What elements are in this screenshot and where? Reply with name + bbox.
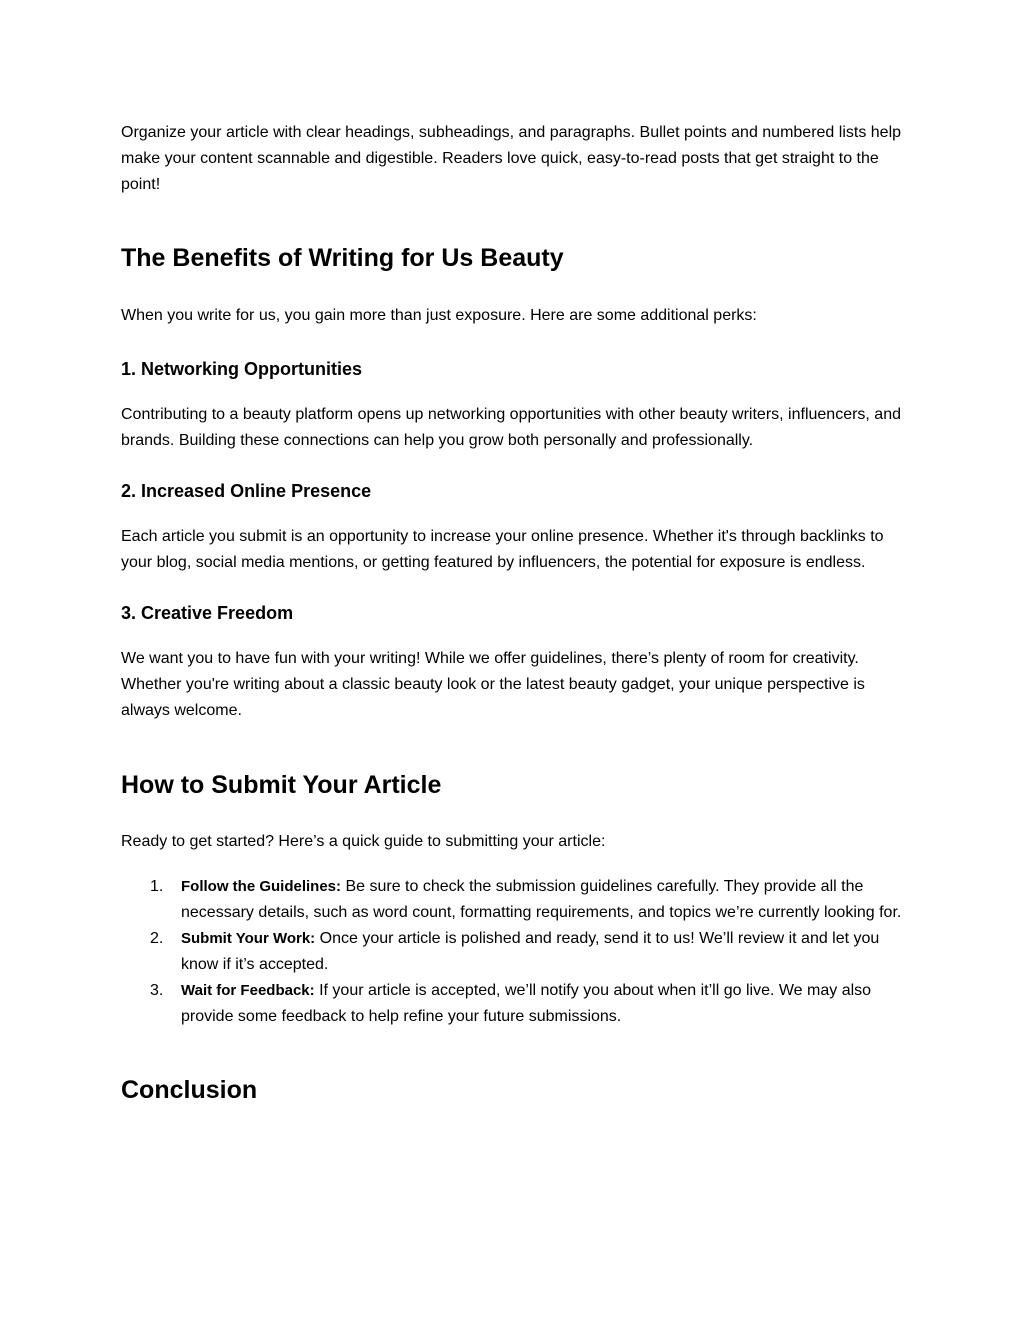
intro-paragraph: Organize your article with clear headings, subheadings, and paragraphs. Bullet points and numbered lists help make your content scannable and digestible. Readers love quick, easy-to-read posts that get straight to the point! — [121, 124, 902, 193]
online-presence-heading: 2. Increased Online Presence — [121, 481, 372, 501]
list-item — [121, 978, 911, 1030]
networking-heading: 1. Networking Opportunities — [121, 359, 363, 379]
online-presence-paragraph: Each article you submit is an opportunity to increase your online presence. Whether it's through backlinks to your blog, social media mentions, or getting featured by influencers, the potential for exposure is endless. — [121, 528, 884, 571]
step-text: If your article is accepted, we’ll notify you about when it’ll go live. We may also provide some feedback to help refine your future submissions. — [181, 982, 872, 1025]
step-lead: Follow the Guidelines: — [181, 878, 342, 895]
step-lead: Wait for Feedback: — [181, 982, 315, 999]
benefits-lead-paragraph: When you write for us, you gain more than just exposure. Here are some additional perks: — [121, 307, 757, 324]
submit-heading: How to Submit Your Article — [121, 771, 442, 799]
networking-paragraph: Contributing to a beauty platform opens up networking opportunities with other beauty writers, influencers, and brands. Building these connections can help you grow both personally and professionally. — [121, 406, 901, 449]
list-item — [121, 874, 911, 926]
list-item — [121, 926, 911, 978]
step-text: Be sure to check the submission guidelines carefully. They provide all the necessary details, such as word count, formatting requirements, and topics we’re currently looking for. — [181, 878, 902, 921]
creative-freedom-paragraph: We want you to have fun with your writing! While we offer guidelines, there’s plenty of room for creativity. Whether you're writing about a classic beauty look or the latest beauty gadget, your unique perspective is always welcome. — [121, 650, 865, 719]
document-page — [121, 120, 911, 1106]
submit-lead-paragraph: Ready to get started? Here’s a quick guide to submitting your article: — [121, 833, 606, 850]
conclusion-heading: Conclusion — [121, 1076, 258, 1104]
submission-steps-list — [121, 874, 911, 1030]
list-number: 3. — [150, 982, 164, 999]
step-text: Once your article is polished and ready, send it to us! We’ll review it and let you know if it’s accepted. — [181, 930, 880, 973]
list-number: 2. — [150, 930, 164, 947]
creative-freedom-heading: 3. Creative Freedom — [121, 603, 294, 623]
step-lead: Submit Your Work: — [181, 930, 316, 947]
benefits-heading: The Benefits of Writing for Us Beauty — [121, 244, 564, 272]
list-number: 1. — [150, 878, 164, 895]
